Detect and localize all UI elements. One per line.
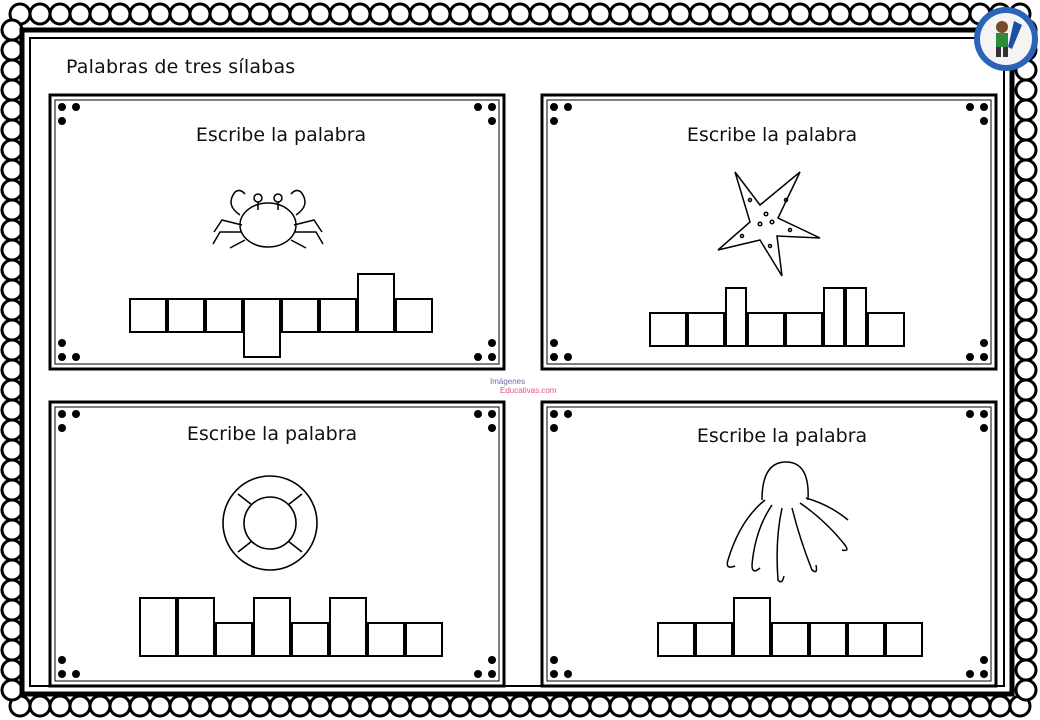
corner-dot bbox=[488, 656, 496, 664]
corner-dot bbox=[72, 103, 80, 111]
scallop bbox=[2, 520, 22, 540]
corner-dot bbox=[980, 103, 988, 111]
scallop bbox=[2, 240, 22, 260]
scallop bbox=[390, 696, 410, 716]
scallop bbox=[2, 160, 22, 180]
card-heading: Escribe la palabra bbox=[686, 124, 858, 146]
letter-box[interactable] bbox=[658, 623, 694, 656]
scallop bbox=[2, 220, 22, 240]
scallop bbox=[530, 696, 550, 716]
letter-box[interactable] bbox=[282, 299, 318, 332]
scallop bbox=[1016, 140, 1036, 160]
scallop bbox=[130, 696, 150, 716]
scallop bbox=[2, 100, 22, 120]
scallop bbox=[1016, 380, 1036, 400]
scallop bbox=[90, 4, 110, 24]
scallop bbox=[350, 4, 370, 24]
scallop bbox=[1016, 480, 1036, 500]
letter-box[interactable] bbox=[206, 299, 242, 332]
letter-box[interactable] bbox=[748, 313, 784, 346]
scallop bbox=[110, 696, 130, 716]
letter-box[interactable] bbox=[688, 313, 724, 346]
letter-box[interactable] bbox=[358, 274, 394, 332]
scallop bbox=[910, 696, 930, 716]
scallop bbox=[710, 696, 730, 716]
letter-box[interactable] bbox=[650, 313, 686, 346]
scallop bbox=[750, 696, 770, 716]
scallop bbox=[1016, 280, 1036, 300]
scallop bbox=[2, 580, 22, 600]
scallop bbox=[210, 696, 230, 716]
scallop bbox=[410, 696, 430, 716]
scallop bbox=[2, 200, 22, 220]
scallop bbox=[150, 4, 170, 24]
scallop bbox=[2, 500, 22, 520]
corner-dot bbox=[980, 656, 988, 664]
scallop bbox=[1016, 440, 1036, 460]
scallop bbox=[990, 696, 1010, 716]
corner-dot bbox=[488, 424, 496, 432]
scallop bbox=[2, 80, 22, 100]
scallop bbox=[2, 460, 22, 480]
card-heading: Escribe la palabra bbox=[186, 423, 358, 445]
scallop bbox=[390, 4, 410, 24]
corner-dot bbox=[72, 670, 80, 678]
scallop bbox=[590, 4, 610, 24]
scallop bbox=[170, 4, 190, 24]
scallop bbox=[1016, 620, 1036, 640]
watermark-line1: Imágenes bbox=[490, 377, 526, 386]
letter-box[interactable] bbox=[396, 299, 432, 332]
scallop bbox=[570, 4, 590, 24]
scallop bbox=[1016, 540, 1036, 560]
corner-dot bbox=[966, 353, 974, 361]
scallop bbox=[430, 4, 450, 24]
corner-dot bbox=[488, 117, 496, 125]
scallop bbox=[2, 140, 22, 160]
scallop bbox=[610, 696, 630, 716]
scallop bbox=[290, 4, 310, 24]
scallop bbox=[850, 696, 870, 716]
scallop bbox=[210, 4, 230, 24]
letter-box[interactable] bbox=[330, 598, 366, 656]
scallop bbox=[70, 4, 90, 24]
scallop bbox=[450, 696, 470, 716]
corner-dot bbox=[58, 117, 66, 125]
scallop bbox=[50, 4, 70, 24]
letter-box[interactable] bbox=[868, 313, 904, 346]
corner-dot bbox=[564, 103, 572, 111]
letter-box[interactable] bbox=[292, 623, 328, 656]
scallop bbox=[490, 4, 510, 24]
scallop bbox=[550, 696, 570, 716]
letter-box[interactable] bbox=[140, 598, 176, 656]
letter-box[interactable] bbox=[726, 288, 746, 346]
scallop bbox=[1016, 360, 1036, 380]
scallop bbox=[930, 696, 950, 716]
scallop bbox=[730, 696, 750, 716]
letter-box[interactable] bbox=[320, 299, 356, 332]
scallop bbox=[430, 696, 450, 716]
letter-box[interactable] bbox=[696, 623, 732, 656]
scallop bbox=[1016, 520, 1036, 540]
corner-dot bbox=[58, 103, 66, 111]
scallop bbox=[1016, 580, 1036, 600]
scallop bbox=[2, 20, 22, 40]
letter-box[interactable] bbox=[254, 598, 290, 656]
corner-dot bbox=[550, 103, 558, 111]
scallop bbox=[2, 680, 22, 700]
scallop bbox=[950, 4, 970, 24]
corner-dot bbox=[58, 424, 66, 432]
scallop bbox=[230, 4, 250, 24]
letter-box[interactable] bbox=[130, 299, 166, 332]
scallop bbox=[2, 560, 22, 580]
corner-dot bbox=[58, 339, 66, 347]
scallop bbox=[2, 260, 22, 280]
scallop bbox=[1016, 100, 1036, 120]
scallop bbox=[870, 696, 890, 716]
scallop bbox=[350, 696, 370, 716]
corner-dot bbox=[488, 339, 496, 347]
letter-box[interactable] bbox=[848, 623, 884, 656]
scallop bbox=[50, 696, 70, 716]
scallop bbox=[2, 540, 22, 560]
scallop bbox=[790, 696, 810, 716]
corner-dot bbox=[980, 670, 988, 678]
corner-dot bbox=[488, 410, 496, 418]
scallop bbox=[770, 4, 790, 24]
scallop bbox=[1016, 200, 1036, 220]
scallop bbox=[630, 4, 650, 24]
scallop bbox=[2, 660, 22, 680]
scallop bbox=[490, 696, 510, 716]
scallop bbox=[770, 696, 790, 716]
scallop bbox=[330, 4, 350, 24]
scallop bbox=[370, 696, 390, 716]
scallop bbox=[690, 4, 710, 24]
scallop bbox=[1016, 260, 1036, 280]
scallop bbox=[470, 4, 490, 24]
corner-dot bbox=[564, 410, 572, 418]
scallop bbox=[230, 696, 250, 716]
scallop bbox=[790, 4, 810, 24]
scallop bbox=[1016, 460, 1036, 480]
scallop bbox=[550, 4, 570, 24]
scallop bbox=[930, 4, 950, 24]
corner-dot bbox=[966, 670, 974, 678]
scallop bbox=[890, 4, 910, 24]
scallop bbox=[2, 440, 22, 460]
scallop bbox=[810, 4, 830, 24]
corner-dot bbox=[58, 656, 66, 664]
letter-box[interactable] bbox=[846, 288, 866, 346]
scallop bbox=[610, 4, 630, 24]
scallop bbox=[590, 696, 610, 716]
corner-dot bbox=[550, 410, 558, 418]
scallop bbox=[830, 696, 850, 716]
scallop bbox=[1016, 120, 1036, 140]
scallop bbox=[330, 696, 350, 716]
corner-dot bbox=[474, 353, 482, 361]
scallop bbox=[110, 4, 130, 24]
scallop bbox=[2, 480, 22, 500]
scallop bbox=[890, 696, 910, 716]
scallop bbox=[150, 696, 170, 716]
scallop bbox=[2, 300, 22, 320]
letter-box[interactable] bbox=[734, 598, 770, 656]
scallop bbox=[1016, 600, 1036, 620]
scallop bbox=[2, 600, 22, 620]
scallop bbox=[90, 696, 110, 716]
scallop bbox=[1016, 640, 1036, 660]
scallop bbox=[190, 696, 210, 716]
scallop bbox=[830, 4, 850, 24]
scallop bbox=[970, 696, 990, 716]
scallop bbox=[2, 400, 22, 420]
scallop bbox=[290, 696, 310, 716]
scallop bbox=[1016, 420, 1036, 440]
scallop bbox=[2, 360, 22, 380]
scallop bbox=[750, 4, 770, 24]
corner-dot bbox=[550, 656, 558, 664]
scallop bbox=[2, 340, 22, 360]
corner-dot bbox=[72, 353, 80, 361]
scallop bbox=[710, 4, 730, 24]
scallop bbox=[850, 4, 870, 24]
corner-dot bbox=[488, 353, 496, 361]
scallop bbox=[1016, 80, 1036, 100]
scallop bbox=[1016, 220, 1036, 240]
scallop bbox=[270, 696, 290, 716]
letter-box[interactable] bbox=[886, 623, 922, 656]
corner-dot bbox=[564, 353, 572, 361]
scallop bbox=[250, 696, 270, 716]
letter-box[interactable] bbox=[772, 623, 808, 656]
corner-dot bbox=[58, 410, 66, 418]
scallop bbox=[2, 40, 22, 60]
letter-box[interactable] bbox=[406, 623, 442, 656]
corner-dot bbox=[488, 670, 496, 678]
card-heading: Escribe la palabra bbox=[696, 425, 868, 447]
scallop bbox=[170, 696, 190, 716]
scallop bbox=[130, 4, 150, 24]
corner-dot bbox=[980, 424, 988, 432]
scallop bbox=[1016, 180, 1036, 200]
letter-box[interactable] bbox=[824, 288, 844, 346]
scallop bbox=[510, 696, 530, 716]
scallop bbox=[2, 280, 22, 300]
corner-dot bbox=[488, 103, 496, 111]
corner-dot bbox=[550, 424, 558, 432]
scallop bbox=[2, 320, 22, 340]
corner-dot bbox=[550, 339, 558, 347]
scallop bbox=[670, 696, 690, 716]
scallop bbox=[1016, 300, 1036, 320]
watermark-line2: Educativas.com bbox=[500, 386, 557, 395]
scallop bbox=[870, 4, 890, 24]
corner-dot bbox=[564, 670, 572, 678]
scallop bbox=[70, 696, 90, 716]
scallop bbox=[2, 60, 22, 80]
scallop bbox=[470, 696, 490, 716]
scallop bbox=[650, 4, 670, 24]
scallop bbox=[810, 696, 830, 716]
corner-dot bbox=[550, 670, 558, 678]
scallop bbox=[1016, 680, 1036, 700]
letter-box[interactable] bbox=[368, 623, 404, 656]
corner-dot bbox=[474, 103, 482, 111]
scallop bbox=[410, 4, 430, 24]
corner-dot bbox=[550, 117, 558, 125]
letter-box[interactable] bbox=[786, 313, 822, 346]
scallop bbox=[530, 4, 550, 24]
letter-box[interactable] bbox=[216, 623, 252, 656]
scallop bbox=[670, 4, 690, 24]
watermark bbox=[490, 377, 556, 395]
letter-box[interactable] bbox=[244, 299, 280, 357]
scallop bbox=[2, 380, 22, 400]
corner-dot bbox=[980, 339, 988, 347]
scallop bbox=[250, 4, 270, 24]
scallop bbox=[2, 620, 22, 640]
scallop bbox=[1016, 400, 1036, 420]
scallop bbox=[570, 696, 590, 716]
card-heading: Escribe la palabra bbox=[195, 124, 367, 146]
scallop bbox=[1016, 500, 1036, 520]
scallop bbox=[370, 4, 390, 24]
scallop bbox=[950, 696, 970, 716]
corner-dot bbox=[474, 670, 482, 678]
scallop bbox=[190, 4, 210, 24]
scallop bbox=[650, 696, 670, 716]
letter-box[interactable] bbox=[178, 598, 214, 656]
scallop bbox=[510, 4, 530, 24]
letter-box[interactable] bbox=[168, 299, 204, 332]
corner-dot bbox=[980, 410, 988, 418]
scallop bbox=[1016, 660, 1036, 680]
page-title: Palabras de tres sílabas bbox=[66, 56, 296, 78]
corner-dot bbox=[966, 410, 974, 418]
scallop bbox=[310, 696, 330, 716]
letter-box[interactable] bbox=[810, 623, 846, 656]
scallop bbox=[30, 696, 50, 716]
educativas-logo-icon bbox=[972, 5, 1040, 73]
corner-dot bbox=[966, 103, 974, 111]
scallop bbox=[1016, 240, 1036, 260]
scallop bbox=[730, 4, 750, 24]
scallop bbox=[690, 696, 710, 716]
scallop bbox=[310, 4, 330, 24]
corner-dot bbox=[980, 117, 988, 125]
scallop bbox=[270, 4, 290, 24]
scallop bbox=[30, 4, 50, 24]
scallop bbox=[2, 180, 22, 200]
corner-dot bbox=[474, 410, 482, 418]
corner-dot bbox=[58, 353, 66, 361]
scallop bbox=[1016, 340, 1036, 360]
scallop bbox=[1016, 160, 1036, 180]
corner-dot bbox=[72, 410, 80, 418]
scallop bbox=[2, 120, 22, 140]
scallop bbox=[630, 696, 650, 716]
scallop bbox=[2, 640, 22, 660]
scallop bbox=[1016, 560, 1036, 580]
scallop bbox=[1016, 320, 1036, 340]
scallop bbox=[910, 4, 930, 24]
corner-dot bbox=[58, 670, 66, 678]
scallop bbox=[2, 420, 22, 440]
scallop bbox=[450, 4, 470, 24]
corner-dot bbox=[550, 353, 558, 361]
corner-dot bbox=[980, 353, 988, 361]
